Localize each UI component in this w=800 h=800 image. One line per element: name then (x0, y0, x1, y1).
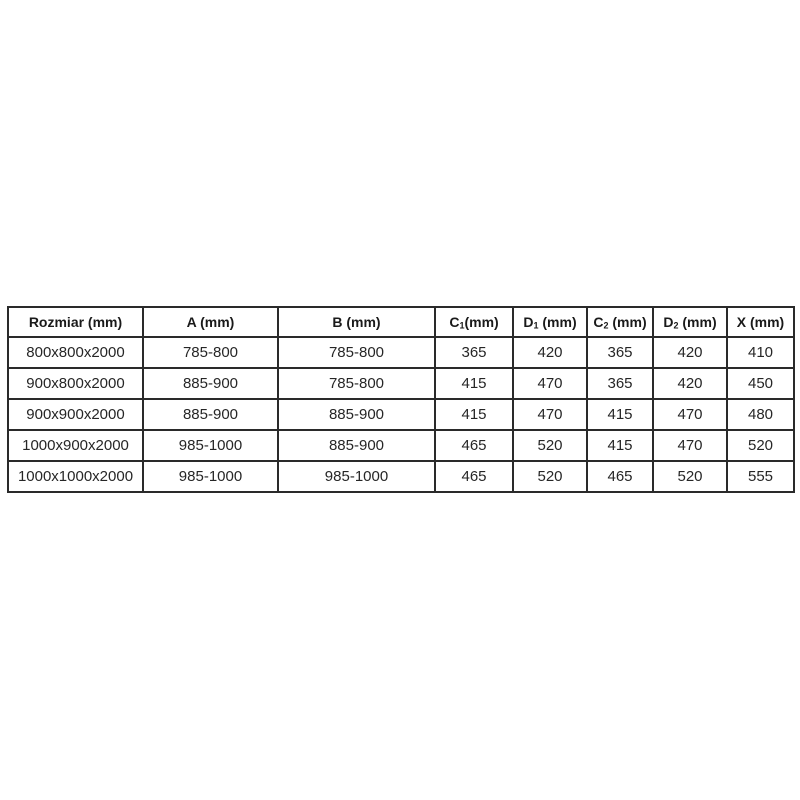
table-cell: 415 (435, 399, 513, 430)
column-header-c2 (587, 307, 653, 337)
column-header-b (278, 307, 435, 337)
table-cell: 420 (653, 368, 727, 399)
table-cell: 785-800 (278, 368, 435, 399)
size-spec-table (7, 306, 795, 493)
table-cell: 465 (587, 461, 653, 492)
table-cell: 520 (513, 430, 587, 461)
header-label-pre: C (449, 314, 460, 330)
column-header-d1 (513, 307, 587, 337)
header-label-pre: C (593, 314, 604, 330)
table-cell: 365 (587, 368, 653, 399)
header-subscript: 1 (533, 320, 539, 331)
table-cell: 785-800 (143, 337, 278, 368)
table-cell: 885-900 (278, 430, 435, 461)
header-subscript: 2 (603, 320, 609, 331)
table-cell: 800x800x2000 (8, 337, 143, 368)
header-subscript: 2 (673, 320, 679, 331)
table-cell: 900x900x2000 (8, 399, 143, 430)
table-cell: 520 (727, 430, 794, 461)
table-cell: 985-1000 (278, 461, 435, 492)
table-row (8, 337, 794, 368)
table-cell: 365 (435, 337, 513, 368)
table-cell: 415 (587, 399, 653, 430)
table-cell: 785-800 (278, 337, 435, 368)
header-label-post: (mm) (538, 314, 577, 330)
table-cell: 555 (727, 461, 794, 492)
table-cell: 520 (653, 461, 727, 492)
table-cell: 470 (513, 399, 587, 430)
header-label-post: (mm) (678, 314, 717, 330)
table-row (8, 461, 794, 492)
table-cell: 410 (727, 337, 794, 368)
header-label-pre: Rozmiar (mm) (28, 314, 123, 330)
table-cell: 415 (435, 368, 513, 399)
table-cell: 465 (435, 461, 513, 492)
table-cell: 885-900 (143, 368, 278, 399)
column-header-rozmiar (8, 307, 143, 337)
table-cell: 465 (435, 430, 513, 461)
table-cell: 885-900 (143, 399, 278, 430)
header-label-post: (mm) (464, 314, 499, 330)
table-cell: 520 (513, 461, 587, 492)
header-subscript: 1 (459, 320, 465, 331)
column-header-c1 (435, 307, 513, 337)
column-header-x (727, 307, 794, 337)
header-label-pre: D (663, 314, 674, 330)
table-row (8, 399, 794, 430)
header-label-pre: X (mm) (736, 314, 785, 330)
table-cell: 470 (653, 430, 727, 461)
table-row (8, 430, 794, 461)
column-header-a (143, 307, 278, 337)
table-cell: 420 (653, 337, 727, 368)
header-label-pre: B (mm) (332, 314, 381, 330)
header-label-pre: D (523, 314, 534, 330)
table-cell: 1000x1000x2000 (8, 461, 143, 492)
table-cell: 470 (513, 368, 587, 399)
table-cell: 415 (587, 430, 653, 461)
table-cell: 420 (513, 337, 587, 368)
column-header-d2 (653, 307, 727, 337)
table-cell: 365 (587, 337, 653, 368)
table-cell: 450 (727, 368, 794, 399)
table-cell: 900x800x2000 (8, 368, 143, 399)
table-cell: 480 (727, 399, 794, 430)
header-row (8, 307, 794, 337)
table-cell: 1000x900x2000 (8, 430, 143, 461)
table-cell: 985-1000 (143, 430, 278, 461)
table-row (8, 368, 794, 399)
header-label-post: (mm) (608, 314, 647, 330)
table-cell: 470 (653, 399, 727, 430)
header-label-pre: A (mm) (186, 314, 235, 330)
table-cell: 885-900 (278, 399, 435, 430)
table-cell: 985-1000 (143, 461, 278, 492)
